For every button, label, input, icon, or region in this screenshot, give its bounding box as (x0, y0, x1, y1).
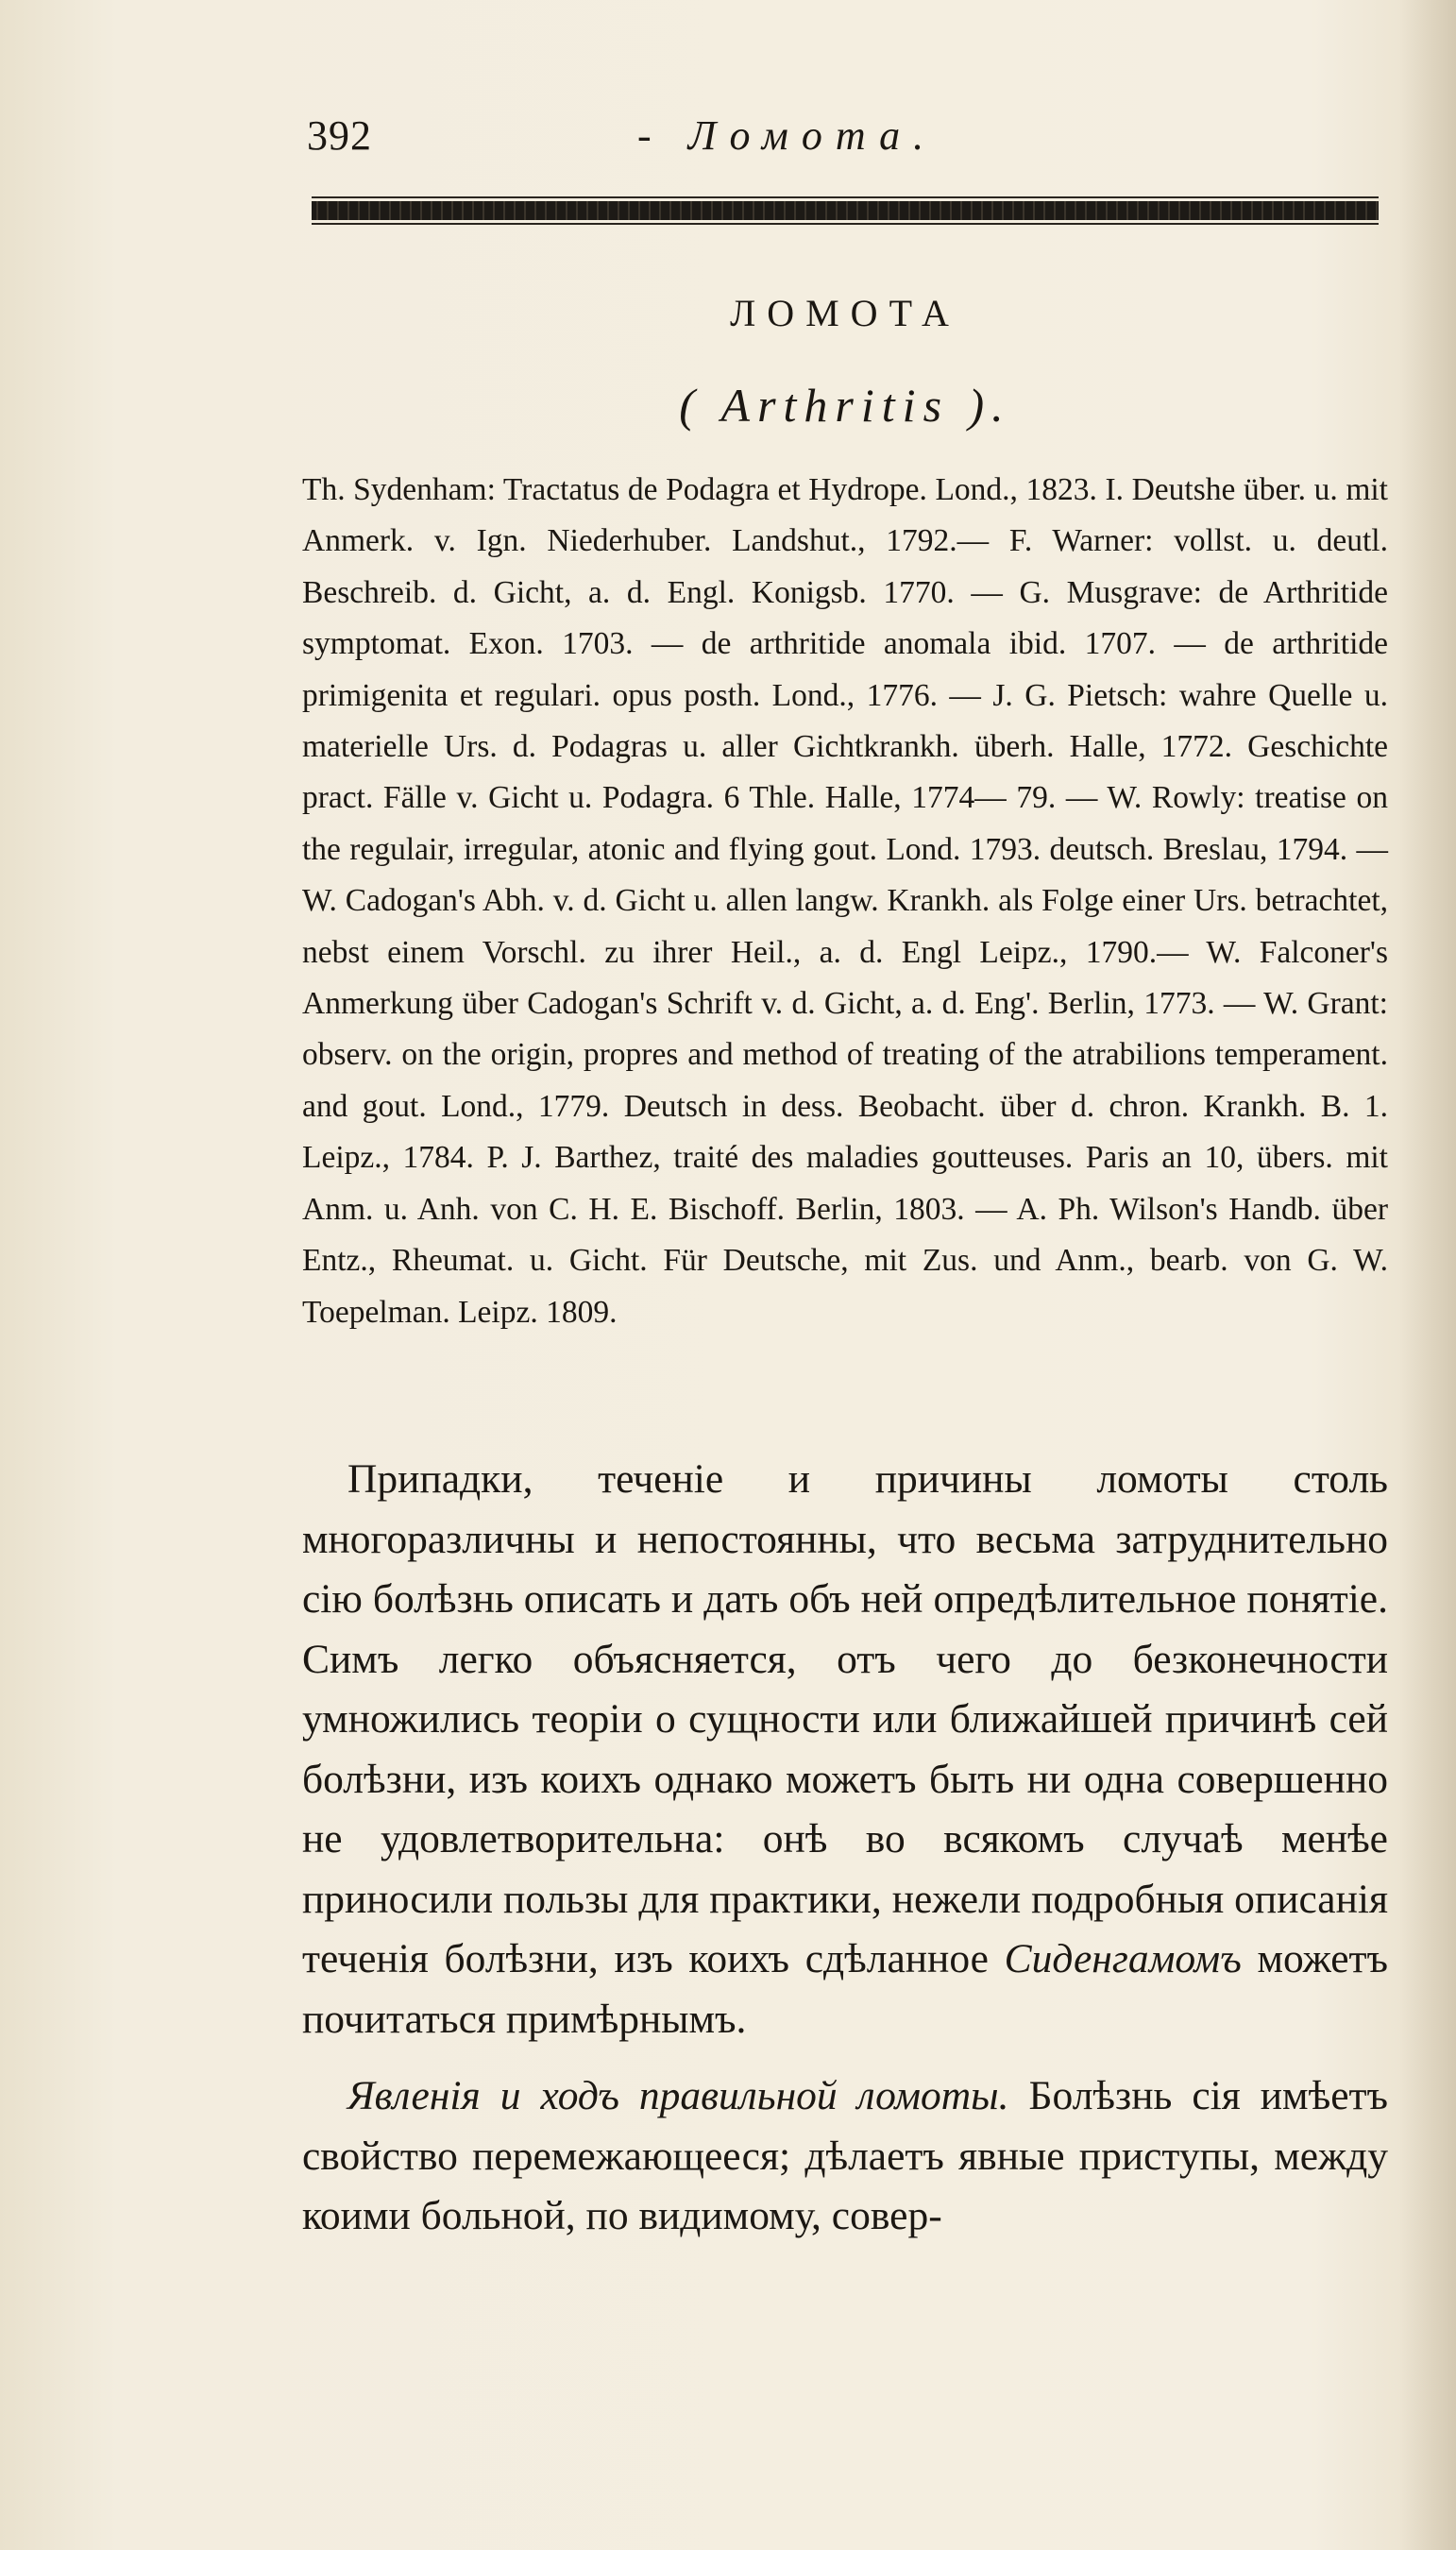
page-number: 392 (307, 112, 372, 159)
author-name: Сиденгамомъ (1004, 1936, 1242, 1981)
page-edge-shadow (1399, 0, 1456, 2550)
running-head: - Ломота. (637, 112, 938, 159)
paragraph-1-text: Припадки, теченіе и причины ломоты столь многоразличны и непостоянны, что весьма затруднительно сію болѣзнь описать и дать объ ней опредѣлительное понятіе. Симъ легко объясняется, отъ чего до безконечности умножились теоріи о сущности или ближайшей причинѣ сей болѣзни, изъ коихъ однако можетъ быть ни одна совершенно не удовлетворительна: онѣ во всякомъ случаѣ менѣе приносили пользы для практики, нежели подробныя описанія теченія болѣзни, изъ коихъ сдѣланное (302, 1456, 1388, 1981)
article-subtitle: ( Arthritis ). (679, 379, 1011, 432)
section-lead: Явленія и ходъ правильной ломоты. (347, 2073, 1009, 2118)
paragraph-1-ending: можетъ почитаться примѣрнымъ. (302, 1936, 1389, 2042)
page-header (307, 111, 1383, 168)
article-title: ЛОМОТА (730, 292, 960, 334)
body-paragraph-2 (302, 2066, 1388, 2247)
body-paragraph-1 (302, 1450, 1388, 2049)
paragraph-2-text: Болѣзнь сія имѣетъ свойство перемежающееся; дѣлаетъ явные приступы, между коими больной, по видимому, совер- (302, 2073, 1388, 2238)
bibliography-block: Th. Sydenham: Tractatus de Podagra et Hydrope. Lond., 1823. I. Deutshe über. u. mit Anmerk. v. Ign. Niederhuber. Landshut., 1792.— F. Warner: vollst. u. deutl. Beschreib. d. Gicht, a. d. Engl. Konigsb. 1770. — G. Musgrave: de Arthritide symptomat. Exon. 1703. — de arthritide anomala ibid. 1707. — de arthritide primigenita et regulari. opus posth. Lond., 1776. — J. G. Pietsch: wahre Quelle u. materielle Urs. d. Podagras u. aller Gichtkrankh. überh. Halle, 1772. Geschichte pract. Fälle v. Gicht u. Podagra. 6 Thle. Halle, 1774— 79. — W. Rowly: treatise on the regulair, irregular, atonic and flying gout. Lond. 1793. deutsch. Breslau, 1794. — W. Cadogan's Abh. v. d. Gicht u. allen langw. Krankh. als Folge einer Urs. betrachtet, nebst einem Vorschl. zu ihrer Heil., a. d. Engl Leipz., 1790.— W. Falconer's Anmerkung über Cadogan's Schrift v. d. Gicht, a. d. Eng'. Berlin, 1773. — W. Grant: observ. on the origin, propres and method of treating of the atrabilions temperament. and gout. Lond., 1779. Deutsch in dess. Beobacht. über d. chron. Krankh. B. 1. Leipz., 1784. P. J. Barthez, traité des maladies goutteuses. Paris an 10, übers. mit Anm. u. Anh. von C. H. E. Bischoff. Berlin, 1803. — A. Ph. Wilson's Handb. über Entz., Rheumat. u. Gicht. Für Deutsche, mit Zus. und Anm., bearb. von G. W. Toepelman. Leipz. 1809. (302, 472, 1388, 1330)
header-rule (312, 201, 1379, 220)
